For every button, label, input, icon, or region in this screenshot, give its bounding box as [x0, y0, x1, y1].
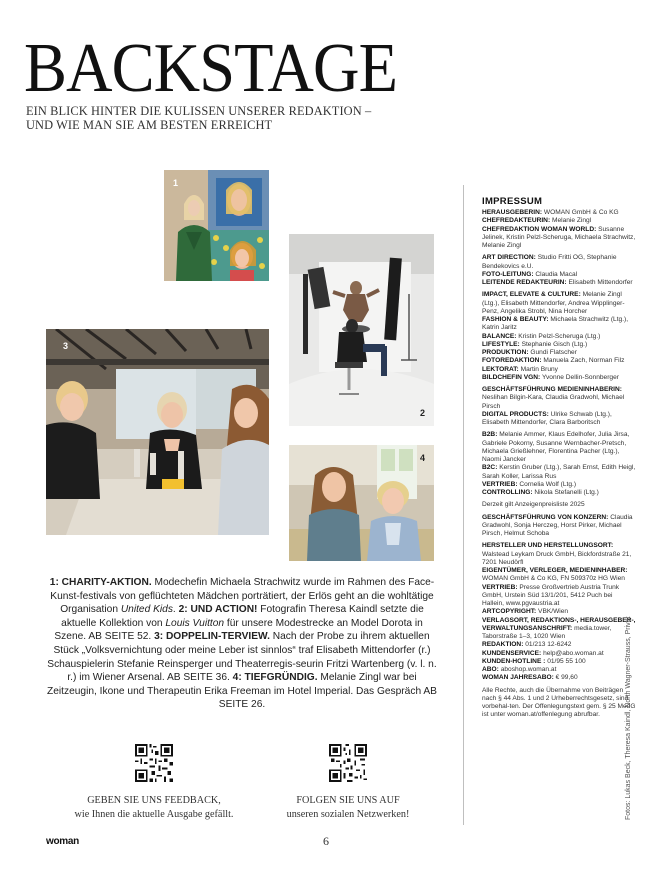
caption-4-text: Melanie Zingl war bei Zeitzeugin, Ikone und Therapeutin Erika Freeman im Hotel Imperial. Das Gespräch AB SEITE 26. [47, 672, 437, 711]
impressum-key: HERAUSGEBERIN: [482, 209, 543, 216]
impressum-key: FOTOREDAKTION: [482, 357, 542, 365]
caption-4-label: 4: TIEFGRÜNDIG. [232, 672, 318, 684]
subtitle-line-1: EIN BLICK HINTER DIE KULISSEN UNSERER REDAKTION – [26, 104, 372, 118]
impressum-key: FASHION & BEAUTY: [482, 316, 549, 323]
impressum-block-5 [482, 431, 636, 497]
impressum-key: WOMAN JAHRESABO: [482, 674, 554, 682]
impressum-heading: IMPRESSUM [482, 196, 543, 207]
qr-code-icon [329, 744, 367, 782]
impressum-key: GESCHÄFTSFÜHRUNG VON KONZERN: [482, 513, 609, 521]
impressum-value: Nikola Stefanelli (Ltg.) [532, 489, 599, 496]
impressum-value: € 99,60 [553, 674, 578, 682]
subtitle-line-2: UND WIE MAN SIE AM BESTEN ERREICHT [26, 118, 273, 132]
impressum-pricelist: Derzeit gilt Anzeigenpreisliste 2025 [482, 501, 585, 509]
impressum-block-2 [482, 254, 636, 287]
impressum-key: HERSTELLER UND HERSTELLUNGSORT: [482, 542, 614, 550]
photo-number: 3 [63, 341, 69, 351]
impressum-value: Kerstin Gruber (Ltg.), Sarah Ernst, Edith Heigl, Sarah Koller, Larissa Rus [482, 464, 636, 480]
social-qr-label [268, 794, 428, 822]
impressum-value: Claudia Gradwohl, Sonja Herczeg, Horst Pirker, Michael Pirsch, Helmut Schoba [482, 513, 633, 537]
impressum-key: CONTROLLING: [482, 489, 533, 496]
social-line-1: FOLGEN SIE UNS AUF [296, 795, 400, 806]
photo-captions [46, 576, 438, 712]
impressum-value: Manuela Zach, Norman Filz [541, 357, 625, 365]
impressum-key: KUNDEN-HOTLINE : [482, 657, 546, 665]
impressum-value: Martin Bruny [518, 365, 558, 373]
caption-3-label: 3: DOPPELIN-TERVIEW. [154, 631, 270, 643]
impressum-key: EIGENTÜMER, VERLEGER, MEDIENINHABER: [482, 567, 628, 574]
photo-fashion-shoot [289, 234, 434, 426]
impressum-value: media.tower, Taborstraße 1–3, 1020 Wien [482, 624, 612, 640]
impressum-value: help@abo.woman.at [541, 649, 604, 657]
caption-1-end: . [172, 604, 179, 616]
photo-double-interview [46, 329, 269, 535]
impressum-key: GESCHÄFTSFÜHRUNG MEDIENINHABERIN: [482, 386, 622, 393]
impressum-value: 01/95 55 100 [545, 657, 586, 665]
impressum-key: KUNDENSERVICE: [482, 649, 542, 657]
feedback-qr-label [70, 794, 238, 822]
impressum-key: LEKTORAT: [482, 365, 519, 373]
impressum-value: VBK/Wien [536, 608, 569, 616]
impressum-key: LIFESTYLE: [482, 340, 520, 348]
impressum-key: BILDCHEFIN VGN: [482, 373, 541, 381]
woman-logo: woman [46, 836, 79, 847]
photo-tiefgruendig [289, 445, 434, 561]
photo-4-illustration [289, 445, 434, 561]
impressum-value: Neslihan Bilgin-Kara, Claudia Gradwohl, Michael Pirsch [482, 394, 625, 410]
impressum-value: Ulrike Schwab (Ltg.), Elisabeth Mittendorfer, Clara Barboritsch [482, 410, 612, 426]
impressum-block-6 [482, 514, 636, 539]
social-qr-code[interactable] [329, 744, 367, 782]
impressum [482, 196, 636, 724]
caption-2-label: 2: UND ACTION! [178, 604, 258, 616]
impressum-value: Melanie Zingl (Ltg.), Elisabeth Mittendorfer, Andrea Wipplinger-Penz, Angelika Strobl, Nina Horcher [482, 291, 625, 315]
impressum-value: Susanne Jelinek, Kristin Pelzl-Scheruga, Michaela Strachwitz, Melanie Zingl [482, 225, 636, 249]
impressum-key: ABO: [482, 666, 499, 673]
impressum-value: WOMAN GmbH & Co KG [542, 209, 619, 216]
impressum-value: Melanie Zingl [550, 217, 592, 225]
impressum-block-4 [482, 386, 636, 427]
impressum-block-1 [482, 209, 636, 250]
photo-2-illustration [289, 234, 434, 426]
caption-2-end: für unsere Modestrecke an Model Dorota in Szene. AB SEITE 52. [54, 617, 423, 643]
impressum-value: Melanie Ammer, Klaus Edelhofer, Julia Jirsa, Gabriele Pokorny, Susanne Wernbacher-Pretsch, Michaela Grießlehner, Florentina Pacher (Ltg.), Naomi Jancker [482, 431, 630, 463]
impressum-value: Yvonne Dellin-Sonnberger [540, 373, 619, 381]
caption-1-text: Modechefin Michaela Strachwitz wurde im Rahmen des Face-Kunst-festivals von geflüchteten Mädchen porträtiert, der Erlös geht an die wohltätige Organisation [50, 577, 435, 616]
impressum-key: ARTCOPYRIGHT: [482, 608, 537, 616]
impressum-value: Kristin Pelzl-Scheruga (Ltg.) [516, 332, 601, 340]
caption-1-label: 1: CHARITY-AKTION. [49, 577, 152, 588]
caption-2-brand: Louis Vuitton [165, 617, 225, 629]
photo-charity-portrait [164, 170, 269, 281]
impressum-value: 01/213 12-6242 [523, 641, 572, 649]
page-subtitle [26, 104, 371, 132]
impressum-value: Claudia Macal [533, 270, 578, 278]
photo-3-illustration [46, 329, 269, 535]
caption-1-org: United Kids [120, 604, 173, 616]
caption-2-text: Fotografin Theresa Kaindl setzte die aktuelle Kollektion von [61, 604, 424, 629]
photo-1-illustration [164, 170, 269, 281]
impressum-key: IMPACT, ELEVATE & CULTURE: [482, 291, 581, 299]
impressum-rights: Alle Rechte, auch die Übernahme von Beiträgen nach § 44 Abs. 1 und 2 Urheberrechtsgesetz, sind vorbehal-ten. Der Offenlegungstext gem. § 25 MedG ist unter woman.at/offenlegung abrufbar. [482, 686, 636, 719]
photo-number: 1 [173, 178, 179, 188]
impressum-key: DIGITAL PRODUCTS: [482, 410, 549, 418]
social-line-2: unseren sozialen Netzwerken! [286, 809, 410, 820]
impressum-value: Cornelia Wolf (Ltg.) [517, 480, 577, 488]
impressum-value: Elisabeth Mittendorfer [566, 279, 633, 286]
impressum-key: CHEFREDAKTION WOMAN WORLD: [482, 225, 597, 233]
impressum-value: Stephanie Gisch (Ltg.) [519, 340, 588, 348]
caption-3-text: Nach der Probe zu ihrem aktuellen Stück „Volksvernichtung oder meine Leber ist sinnlos“ traf Elisabeth Mittendorfer (r.) Schauspielerin Stefanie Reinsperger und Theaterregis-seurin Fritzi Wartenberg (v. l. n. r.) im Wiener Arsenal. AB SEITE 36. [47, 631, 437, 684]
impressum-key: VERTRIEB: [482, 480, 518, 488]
feedback-qr-code[interactable] [135, 744, 173, 782]
photo-number: 2 [420, 408, 426, 418]
impressum-key: ART DIRECTION: [482, 254, 536, 262]
impressum-value: WOMAN GmbH & Co KG, FN 509370z HG Wien [482, 575, 625, 583]
photo-number: 4 [420, 453, 426, 463]
impressum-value: aboshop.woman.at [498, 666, 557, 673]
impressum-value: Gundi Flatscher [528, 349, 577, 356]
impressum-value: Michaela Strachwitz (Ltg.), Katrin Jaritz [482, 316, 629, 332]
impressum-block-3 [482, 291, 636, 382]
page-title: BACKSTAGE [24, 30, 398, 107]
impressum-key: REDAKTION: [482, 641, 524, 649]
impressum-key: CHEFREDAKTEURIN: [482, 217, 551, 225]
impressum-value: Presse Großvertrieb Austria Trunk GmbH, Urstein Süd 13/1/201, 5412 Puch bei Hallein, www.pgvaustria.at [482, 583, 620, 607]
page-number: 6 [323, 834, 329, 848]
impressum-value: Walstead Leykam Druck GmbH, Bickfordstraße 21, 7201 Neudörfl [482, 550, 632, 566]
impressum-value: Studio Fritti OG, Stephanie Bendekovics e.U. [482, 254, 617, 270]
impressum-key: B2B: [482, 431, 498, 439]
impressum-key: PRODUKTION: [482, 349, 529, 356]
impressum-key: VERLAGSORT, REDAKTIONS-, HERAUSGEBER-, VERWALTUNGSANSCHRIFT: [482, 616, 636, 632]
column-divider [463, 185, 464, 825]
impressum-key: FOTO-LEITUNG: [482, 270, 534, 278]
impressum-key: B2C: [482, 464, 498, 472]
photo-credit: Fotos: Lukas Beck, Theresa Kaindl, North Wagner-Strauss, Privat [625, 616, 632, 820]
feedback-line-1: GEBEN SIE UNS FEEDBACK, [87, 795, 221, 806]
impressum-block-7 [482, 542, 636, 682]
feedback-line-2: wie Ihnen die aktuelle Ausgabe gefällt. [74, 809, 234, 820]
impressum-key: LEITENDE REDAKTEURIN: [482, 279, 567, 286]
qr-code-icon [135, 744, 173, 782]
impressum-key: VERTRIEB: [482, 583, 518, 591]
impressum-key: BALANCE: [482, 332, 517, 340]
